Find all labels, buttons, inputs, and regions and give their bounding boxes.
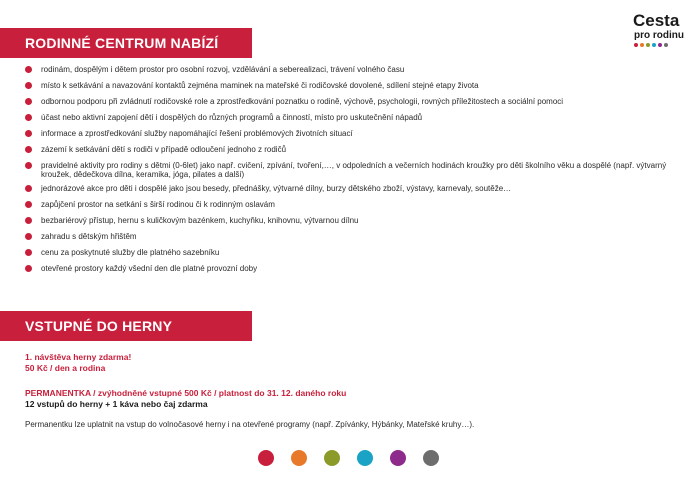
color-dot [423, 450, 439, 466]
bullet-icon [25, 82, 32, 89]
color-dot [357, 450, 373, 466]
bullet-icon [25, 162, 32, 169]
admission-season-pass [25, 388, 685, 410]
bullet-icon [25, 185, 32, 192]
bullet-icon [25, 98, 32, 105]
list-item: místo k setkávání a navazování kontaktů zejména maminek na mateřské či rodičovské dovolené, sdílení stejné etapy života [25, 81, 697, 90]
bullet-icon [25, 249, 32, 256]
list-item: rodinám, dospělým i dětem prostor pro osobní rozvoj, vzdělávání a seberealizaci, trávení volného času [25, 65, 697, 74]
list-item: zázemí k setkávání dětí s rodiči v případě odloučení jednoho z rodičů [25, 145, 697, 154]
daily-price-text: 50 Kč / den a rodina [25, 363, 106, 373]
list-item: pravidelné aktivity pro rodiny s dětmi (0-6let) jako např. cvičení, zpívání, tvoření,…, v odpoledních a večerních hodinách kroužky pro děti školního věku a dospělé (např. výtvarný kroužek, dědečkova dílna, keramika, jóga, pilates a další) [25, 161, 697, 179]
logo-dots [634, 43, 693, 47]
logo-dot [652, 43, 656, 47]
logo-dot [658, 43, 662, 47]
logo-dot [664, 43, 668, 47]
logo-subtitle: pro rodinu [634, 30, 684, 41]
bullet-icon [25, 130, 32, 137]
logo-dot [646, 43, 650, 47]
bullet-icon [25, 233, 32, 240]
admission-note [25, 419, 685, 430]
bullet-icon [25, 265, 32, 272]
list-item: otevřené prostory každý všední den dle platné provozní doby [25, 264, 697, 273]
list-item: bezbariérový přístup, hernu s kuličkovým bazénkem, kuchyňku, knihovnu, výtvarnou dílnu [25, 216, 697, 225]
bullet-icon [25, 217, 32, 224]
list-item: informace a zprostředkování služby napomáhající řešení problémových životních situací [25, 129, 697, 138]
section-title-offer: RODINNÉ CENTRUM NABÍZÍ [0, 28, 252, 58]
color-dot [258, 450, 274, 466]
list-item: odbornou podporu při zvládnutí rodičovské role a zprostředkování poznatku o rodině, výchově, psychologii, rovných příležitostech a sociální pomoci [25, 97, 697, 106]
list-item: jednorázové akce pro děti i dospělé jako jsou besedy, přednášky, výtvarné dílny, burzy dětského zboží, výstavy, karnevaly, soutěže… [25, 184, 697, 193]
list-item: zahradu s dětským hřištěm [25, 232, 697, 241]
logo [633, 12, 693, 47]
season-pass-note: Permanentku lze uplatnit na vstup do volnočasové herny i na otevřené programy (např. Zpívánky, Hýbánky, Mateřské kruhy…). [25, 420, 475, 429]
bullet-icon [25, 114, 32, 121]
color-dot [324, 450, 340, 466]
free-visit-text: 1. návštěva herny zdarma! [25, 352, 132, 362]
list-item: cenu za poskytnuté služby dle platného sazebníku [25, 248, 697, 257]
season-pass-details: 12 vstupů do herny + 1 káva nebo čaj zdarma [25, 399, 208, 409]
color-dots [258, 450, 439, 466]
color-dot [291, 450, 307, 466]
offer-list [25, 65, 697, 280]
season-pass-text: PERMANENTKA / zvýhodněné vstupné 500 Kč / platnost do 31. 12. daného roku [25, 388, 347, 398]
list-item: účast nebo aktivní zapojení dětí i dospělých do různých programů a činností, místo pro uskutečnění nápadů [25, 113, 697, 122]
bullet-icon [25, 201, 32, 208]
logo-dot [640, 43, 644, 47]
list-item: zapůjčení prostor na setkání s širší rodinou či k rodinným oslavám [25, 200, 697, 209]
bullet-icon [25, 66, 32, 73]
logo-title: Cesta [633, 11, 680, 30]
bullet-icon [25, 146, 32, 153]
color-dot [390, 450, 406, 466]
section-title-admission: VSTUPNÉ DO HERNY [0, 311, 252, 341]
admission-free-visit [25, 352, 685, 374]
logo-dot [634, 43, 638, 47]
